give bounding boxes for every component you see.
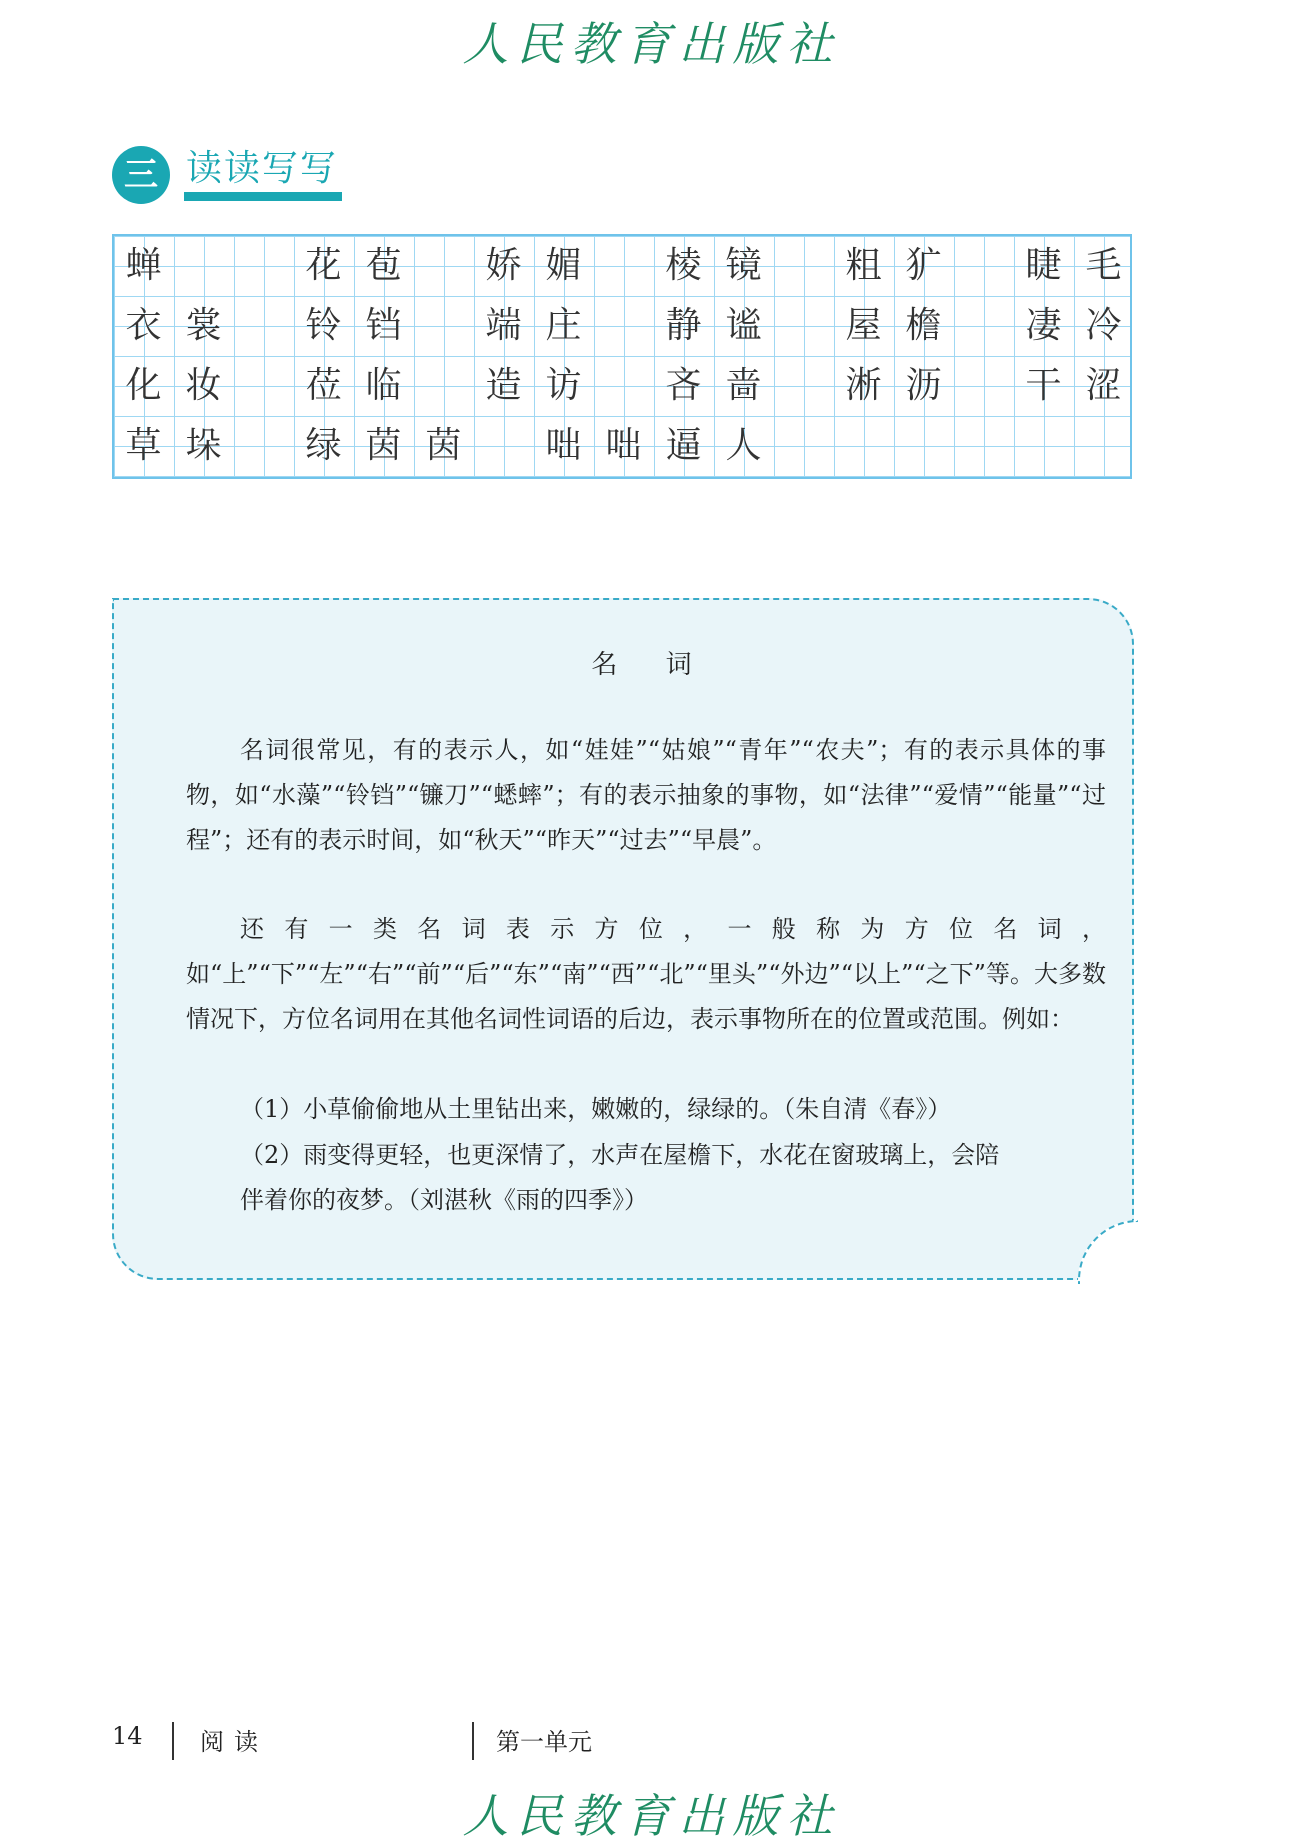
grid-character: 沥 xyxy=(905,365,942,406)
grid-character: 冷 xyxy=(1085,305,1122,346)
grid-character: 人 xyxy=(725,425,762,466)
grid-character: 造 xyxy=(485,365,522,406)
grid-character: 啬 xyxy=(725,365,762,406)
grid-character: 垛 xyxy=(185,425,222,466)
grid-character: 花 xyxy=(305,245,342,286)
grid-character: 衣 xyxy=(125,305,162,346)
publisher-logo-top: 人民教育出版社 xyxy=(462,17,841,71)
grid-character: 苞 xyxy=(365,245,402,286)
grid-character: 铃 xyxy=(305,305,342,346)
example-sentence-1: （1）小草偷偷地从土里钻出来，嫩嫩的，绿绿的。（朱自清《春》） xyxy=(240,1095,952,1123)
grid-character: 莅 xyxy=(305,365,342,406)
grid-character: 草 xyxy=(125,425,162,466)
grid-character: 绿 xyxy=(305,425,342,466)
grid-character: 娇 xyxy=(485,245,522,286)
word-practice-grid xyxy=(112,234,1132,479)
grid-character: 静 xyxy=(665,305,702,346)
section-number-icon: 三 xyxy=(112,146,170,204)
grid-character: 棱 xyxy=(665,245,702,286)
grid-character: 谧 xyxy=(725,305,762,346)
footer-unit-label: 第一单元 xyxy=(496,1728,592,1756)
grid-character: 吝 xyxy=(665,365,702,406)
grid-character: 檐 xyxy=(905,305,942,346)
grid-character: 干 xyxy=(1025,365,1062,406)
example-sentence-2: （2）雨变得更轻，也更深情了，水声在屋檐下，水花在窗玻璃上，会陪 xyxy=(240,1141,1000,1169)
grid-character: 咄 xyxy=(545,425,582,466)
grid-character: 茵 xyxy=(425,425,462,466)
grid-character: 铛 xyxy=(365,305,402,346)
footer-divider xyxy=(172,1722,174,1760)
grid-character: 粗 xyxy=(845,245,882,286)
publisher-logo-bottom: 人民教育出版社 xyxy=(462,1789,841,1843)
grid-character: 蝉 xyxy=(125,245,162,286)
grid-character: 淅 xyxy=(845,365,882,406)
grid-character: 犷 xyxy=(905,245,942,286)
footer-divider xyxy=(472,1722,474,1760)
note-paragraph-2: 还有一类名词表示方位，一般称为方位名词，如“上”“下”“左”“右”“前”“后”“东”“南”“西”“北”“里头”“外边”“以上”“之下”等。大多数情况下，方位名词用在其他名词性词语的后边，表示事物所在的位置或范围。例如： xyxy=(186,915,1106,1033)
grid-character: 凄 xyxy=(1025,305,1062,346)
note-box-title: 名 词 xyxy=(591,650,712,680)
section-title-underline xyxy=(184,192,342,201)
grid-character: 临 xyxy=(365,365,402,406)
grid-character: 咄 xyxy=(605,425,642,466)
grid-character: 茵 xyxy=(365,425,402,466)
grid-character: 裳 xyxy=(185,305,222,346)
grid-character: 镜 xyxy=(725,245,762,286)
section-title: 读读写写 xyxy=(186,148,339,189)
grid-character: 端 xyxy=(485,305,522,346)
grid-character: 涩 xyxy=(1085,365,1122,406)
grid-character: 访 xyxy=(545,365,582,406)
grid-character: 媚 xyxy=(545,245,582,286)
grid-character: 庄 xyxy=(545,305,582,346)
page-number: 14 xyxy=(112,1722,143,1750)
grid-character: 化 xyxy=(125,365,162,406)
grid-character: 妆 xyxy=(185,365,222,406)
grid-character: 屋 xyxy=(845,305,882,346)
grid-character: 毛 xyxy=(1085,245,1122,286)
grid-character: 逼 xyxy=(665,425,702,466)
footer-section-label: 阅读 xyxy=(200,1728,268,1756)
example-sentence-2-continued: 伴着你的夜梦。（刘湛秋《雨的四季》） xyxy=(240,1186,648,1214)
note-paragraph-1: 名词很常见，有的表示人，如“娃娃”“姑娘”“青年”“农夫”；有的表示具体的事物，如“水藻”“铃铛”“镰刀”“蟋蟀”；有的表示抽象的事物，如“法律”“爱情”“能量”“过程”；还有的表示时间，如“秋天”“昨天”“过去”“早晨”。 xyxy=(186,736,1106,854)
grid-character: 睫 xyxy=(1025,245,1062,286)
